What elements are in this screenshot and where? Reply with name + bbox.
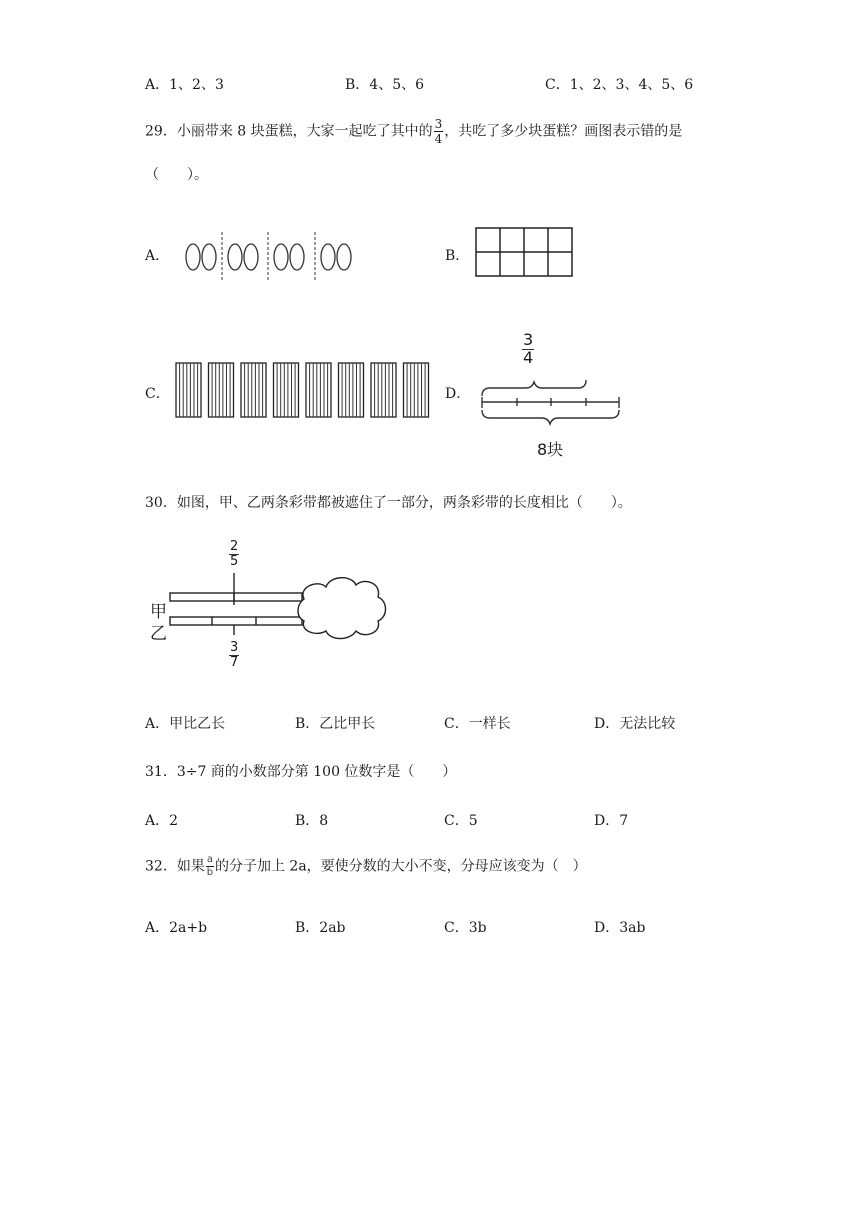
q30-option-b [295,713,375,733]
option-text: 4、5、6 [369,77,425,93]
fraction-numerator: a [206,854,213,865]
cake-block [404,363,429,417]
option-text: 3ab [619,920,646,936]
q31-stem: 31．3÷7 商的小数部分第 100 位数字是（ ） [145,764,457,780]
option-letter: D． [594,813,620,829]
option-text: 甲比乙长 [169,716,226,732]
q28-option-a [145,74,224,94]
q32-stem [145,855,587,878]
fraction-denominator: b [206,867,214,878]
q29-figure-b-grid [475,227,573,277]
q28-option-c [545,74,693,94]
q29-figure-d-bottom-label: 8块 [537,440,564,459]
option-letter: A． [145,77,170,93]
option-letter: A． [145,716,170,732]
option-text: 无法比较 [619,716,676,732]
option-letter: B． [295,813,320,829]
option-text: 5 [468,813,478,829]
fraction [206,855,214,878]
stem-text: ，共吃了多少块蛋糕？画图表示错的是 [444,123,683,140]
q30-label-yi: 乙 [150,624,167,644]
option-text: 一样长 [468,716,511,732]
option-letter: C． [545,77,570,93]
q29-option-b-letter: B． [445,248,470,264]
cake-block [306,363,331,417]
option-letter: A． [145,813,170,829]
option-letter: B． [295,716,320,732]
q29-figure-d-fraction [522,332,534,367]
cake-block [371,363,396,417]
q32-option-a [145,917,207,937]
q29-option-a-letter: A． [145,248,170,264]
stem-text: 32．如果 [145,858,205,875]
q32-option-d [594,917,645,937]
q31-option-a [145,810,178,830]
option-letter: D． [594,920,620,936]
q29-option-d-letter: D． [445,386,471,402]
option-text: 乙比甲长 [319,716,376,732]
fraction-numerator: 3 [230,640,239,655]
option-text: 8 [319,813,329,829]
option-letter: C． [444,716,469,732]
q31-option-c [444,810,478,830]
q29-figure-c-bars [175,362,427,418]
q31-option-d [594,810,628,830]
q30-option-d [594,713,675,733]
q29-stem [145,118,682,145]
fraction-numerator: 3 [434,117,443,131]
q28-option-b [345,74,424,94]
cake-block [176,363,201,417]
option-text: 2a+b [169,920,208,936]
option-text: 1、2、3 [169,77,224,93]
q29-stem-line2: （ ）。 [145,167,208,183]
cake-block [339,363,364,417]
fraction-denominator: 5 [230,553,239,569]
q30-ribbon-figure [168,573,390,643]
q32-option-b [295,917,346,937]
option-letter: B． [345,77,370,93]
q30-label-jia: 甲 [150,602,167,622]
fraction-denominator: 4 [523,347,534,367]
fraction-denominator: 4 [434,132,443,146]
fraction-numerator: 3 [523,330,534,349]
q30-figure-bottom-fraction [229,641,239,669]
option-text: 1、2、3、4、5、6 [569,77,694,93]
cake-block [209,363,234,417]
stem-text: 的分子加上 2a，要使分数的大小不变，分母应该变为（ ） [214,858,587,875]
cake-block [241,363,266,417]
question-number: 29． [145,123,177,140]
option-text: 7 [619,813,629,829]
option-text: 2 [169,813,179,829]
option-letter: A． [145,920,170,936]
option-text: 3b [468,920,487,936]
q29-figure-d-brace [478,370,623,430]
fraction [434,118,444,145]
option-letter: D． [594,716,620,732]
option-letter: C． [444,920,469,936]
fraction-numerator: 2 [230,539,239,554]
q29-option-c-letter: C． [145,386,170,402]
q29-figure-a-ovals [180,232,360,282]
q31-option-b [295,810,328,830]
q32-option-c [444,917,487,937]
stem-text: 小丽带来 8 块蛋糕，大家一起吃了其中的 [176,123,433,140]
q30-option-c [444,713,511,733]
option-letter: B． [295,920,320,936]
fraction-denominator: 7 [230,654,239,670]
q30-stem: 30．如图，甲、乙两条彩带都被遮住了一部分，两条彩带的长度相比（ ）。 [145,495,632,511]
option-text: 2ab [319,920,346,936]
q30-option-a [145,713,225,733]
option-letter: C． [444,813,469,829]
cake-block [274,363,299,417]
q30-figure-top-fraction [229,540,239,568]
